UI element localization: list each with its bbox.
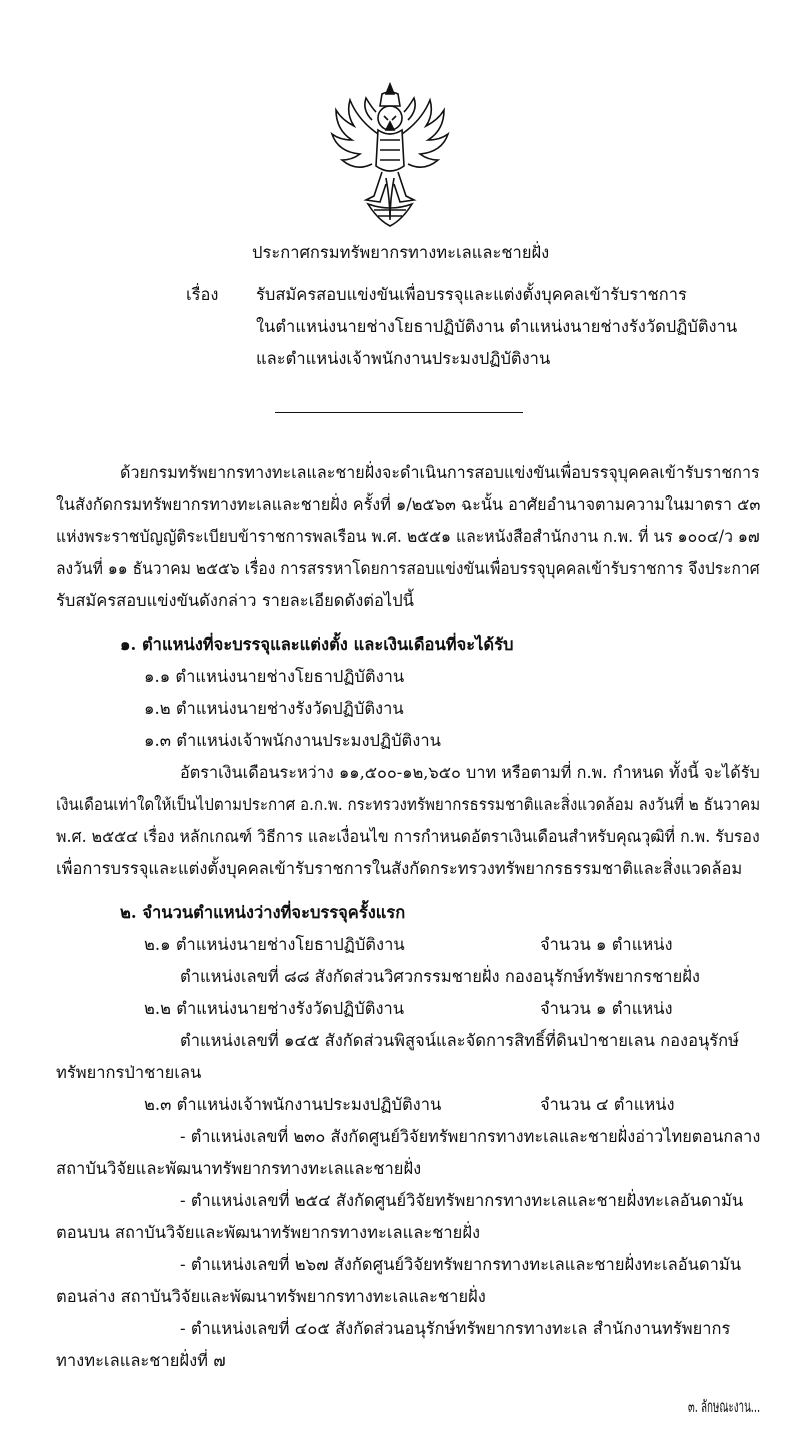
position-2-3-title: ๒.๓ ตำแหน่งเจ้าพนักงานประมงปฏิบัติงาน xyxy=(144,1095,442,1114)
intro-line-5: รับสมัครสอบแข่งขันดังกล่าว รายละเอียดดังต่อไปนี้ xyxy=(56,591,414,610)
position-item-4-line-2: ทางทะเลและชายฝั่งที่ ๗ xyxy=(56,1351,226,1370)
position-2-1-count: จำนวน ๑ ตำแหน่ง xyxy=(540,935,673,954)
salary-line-2: เงินเดือนเท่าใดให้เป็นไปตามประกาศ อ.ก.พ. กระทรวงทรัพยากรธรรมชาติและสิ่งแวดล้อม ลงวันที่ ๒ ธันวาคม xyxy=(56,795,761,814)
intro-line-1: ด้วยกรมทรัพยากรทางทะเลและชายฝั่งจะดำเนินการสอบแข่งขันเพื่อบรรจุบุคคลเข้ารับราชการ xyxy=(120,463,760,482)
section-1-item-1: ๑.๑ ตำแหน่งนายช่างโยธาปฏิบัติงาน xyxy=(144,667,405,686)
intro-line-4: ลงวันที่ ๑๑ ธันวาคม ๒๕๕๖ เรื่อง การสรรหาโดยการสอบแข่งขันเพื่อบรรจุบุคคลเข้ารับราชการ จึงประกาศ xyxy=(56,559,760,578)
salary-line-4: เพื่อการบรรจุและแต่งตั้งบุคคลเข้ารับราชการในสังกัดกระทรวงทรัพยากรธรรมชาติและสิ่งแวดล้อม xyxy=(56,859,743,878)
position-2-1-title: ๒.๑ ตำแหน่งนายช่างโยธาปฏิบัติงาน xyxy=(144,935,405,954)
subject-line-1: รับสมัครสอบแข่งขันเพื่อบรรจุและแต่งตั้งบุคคลเข้ารับราชการ xyxy=(256,285,687,304)
subject-label: เรื่อง xyxy=(186,285,219,304)
subject-line-2: ในตำแหน่งนายช่างโยธาปฏิบัติงาน ตำแหน่งนายช่างรังวัดปฏิบัติงาน xyxy=(256,317,738,336)
subject-line-3: และตำแหน่งเจ้าพนักงานประมงปฏิบัติงาน xyxy=(256,349,551,368)
position-item-1-line-2: สถาบันวิจัยและพัฒนาทรัพยากรทางทะเลและชายฝั่ง xyxy=(56,1159,422,1178)
intro-line-3: แห่งพระราชบัญญัติระเบียบข้าราชการพลเรือน พ.ศ. ๒๕๕๑ และหนังสือสำนักงาน ก.พ. ที่ นร ๑๐๐๔/ว ๑๗ xyxy=(56,527,760,546)
salary-line-3: พ.ศ. ๒๕๕๔ เรื่อง หลักเกณฑ์ วิธีการ และเงื่อนไข การกำหนดอัตราเงินเดือนสำหรับคุณวุฒิที่ ก.พ. รับรอง xyxy=(56,827,760,846)
position-item-2-line-1: - ตำแหน่งเลขที่ ๒๕๔ สังกัดศูนย์วิจัยทรัพยากรทางทะเลและชายฝั่งทะเลอันดามัน xyxy=(180,1191,744,1210)
section-2-heading: ๒. จำนวนตำแหน่งว่างที่จะบรรจุครั้งแรก xyxy=(120,903,406,922)
section-1-item-3: ๑.๓ ตำแหน่งเจ้าพนักงานประมงปฏิบัติงาน xyxy=(144,731,441,750)
intro-line-2: ในสังกัดกรมทรัพยากรทางทะเลและชายฝั่ง ครั้งที่ ๑/๒๕๖๓ ฉะนั้น อาศัยอำนาจตามความในมาตรา ๕๓ xyxy=(56,495,761,514)
position-2-2-count: จำนวน ๑ ตำแหน่ง xyxy=(540,999,673,1018)
position-item-4-line-1: - ตำแหน่งเลขที่ ๔๐๕ สังกัดส่วนอนุรักษ์ทรัพยากรทางทะเล สำนักงานทรัพยากร xyxy=(180,1319,731,1338)
position-2-2-detail-1: ตำแหน่งเลขที่ ๑๔๕ สังกัดส่วนพิสูจน์และจัดการสิทธิ์ที่ดินป่าชายเลน กองอนุรักษ์ xyxy=(180,1031,740,1050)
position-2-1-detail: ตำแหน่งเลขที่ ๘๘ สังกัดส่วนวิศวกรรมชายฝั่ง กองอนุรักษ์ทรัพยากรชายฝั่ง xyxy=(180,967,700,986)
position-item-3-line-2: ตอนล่าง สถาบันวิจัยและพัฒนาทรัพยากรทางทะเลและชายฝั่ง xyxy=(56,1287,486,1306)
position-item-3-line-1: - ตำแหน่งเลขที่ ๒๖๗ สังกัดศูนย์วิจัยทรัพยากรทางทะเลและชายฝั่งทะเลอันดามัน xyxy=(180,1255,742,1274)
salary-line-1: อัตราเงินเดือนระหว่าง ๑๑,๕๐๐-๑๒,๖๕๐ บาท หรือตามที่ ก.พ. กำหนด ทั้งนี้ จะได้รับ xyxy=(180,763,760,782)
section-1-heading: ๑. ตำแหน่งที่จะบรรจุและแต่งตั้ง และเงินเดือนที่จะได้รับ xyxy=(120,635,514,654)
position-2-2-title: ๒.๒ ตำแหน่งนายช่างรังวัดปฏิบัติงาน xyxy=(144,999,405,1018)
position-item-1-line-1: - ตำแหน่งเลขที่ ๒๓๐ สังกัดศูนย์วิจัยทรัพยากรทางทะเลและชายฝั่งอ่าวไทยตอนกลาง xyxy=(180,1127,761,1146)
position-2-3-count: จำนวน ๔ ตำแหน่ง xyxy=(540,1095,675,1114)
position-item-2-line-2: ตอนบน สถาบันวิจัยและพัฒนาทรัพยากรทางทะเลและชายฝั่ง xyxy=(56,1223,481,1242)
header-divider xyxy=(275,412,523,413)
section-1-item-2: ๑.๒ ตำแหน่งนายช่างรังวัดปฏิบัติงาน xyxy=(144,699,404,718)
garuda-emblem xyxy=(328,80,452,230)
continuation-note: ๓. ลักษณะงาน... xyxy=(688,1397,761,1416)
position-2-2-detail-2: ทรัพยากรป่าชายเลน xyxy=(56,1063,202,1082)
announcement-title: ประกาศกรมทรัพยากรทางทะเลและชายฝั่ง xyxy=(252,243,550,262)
